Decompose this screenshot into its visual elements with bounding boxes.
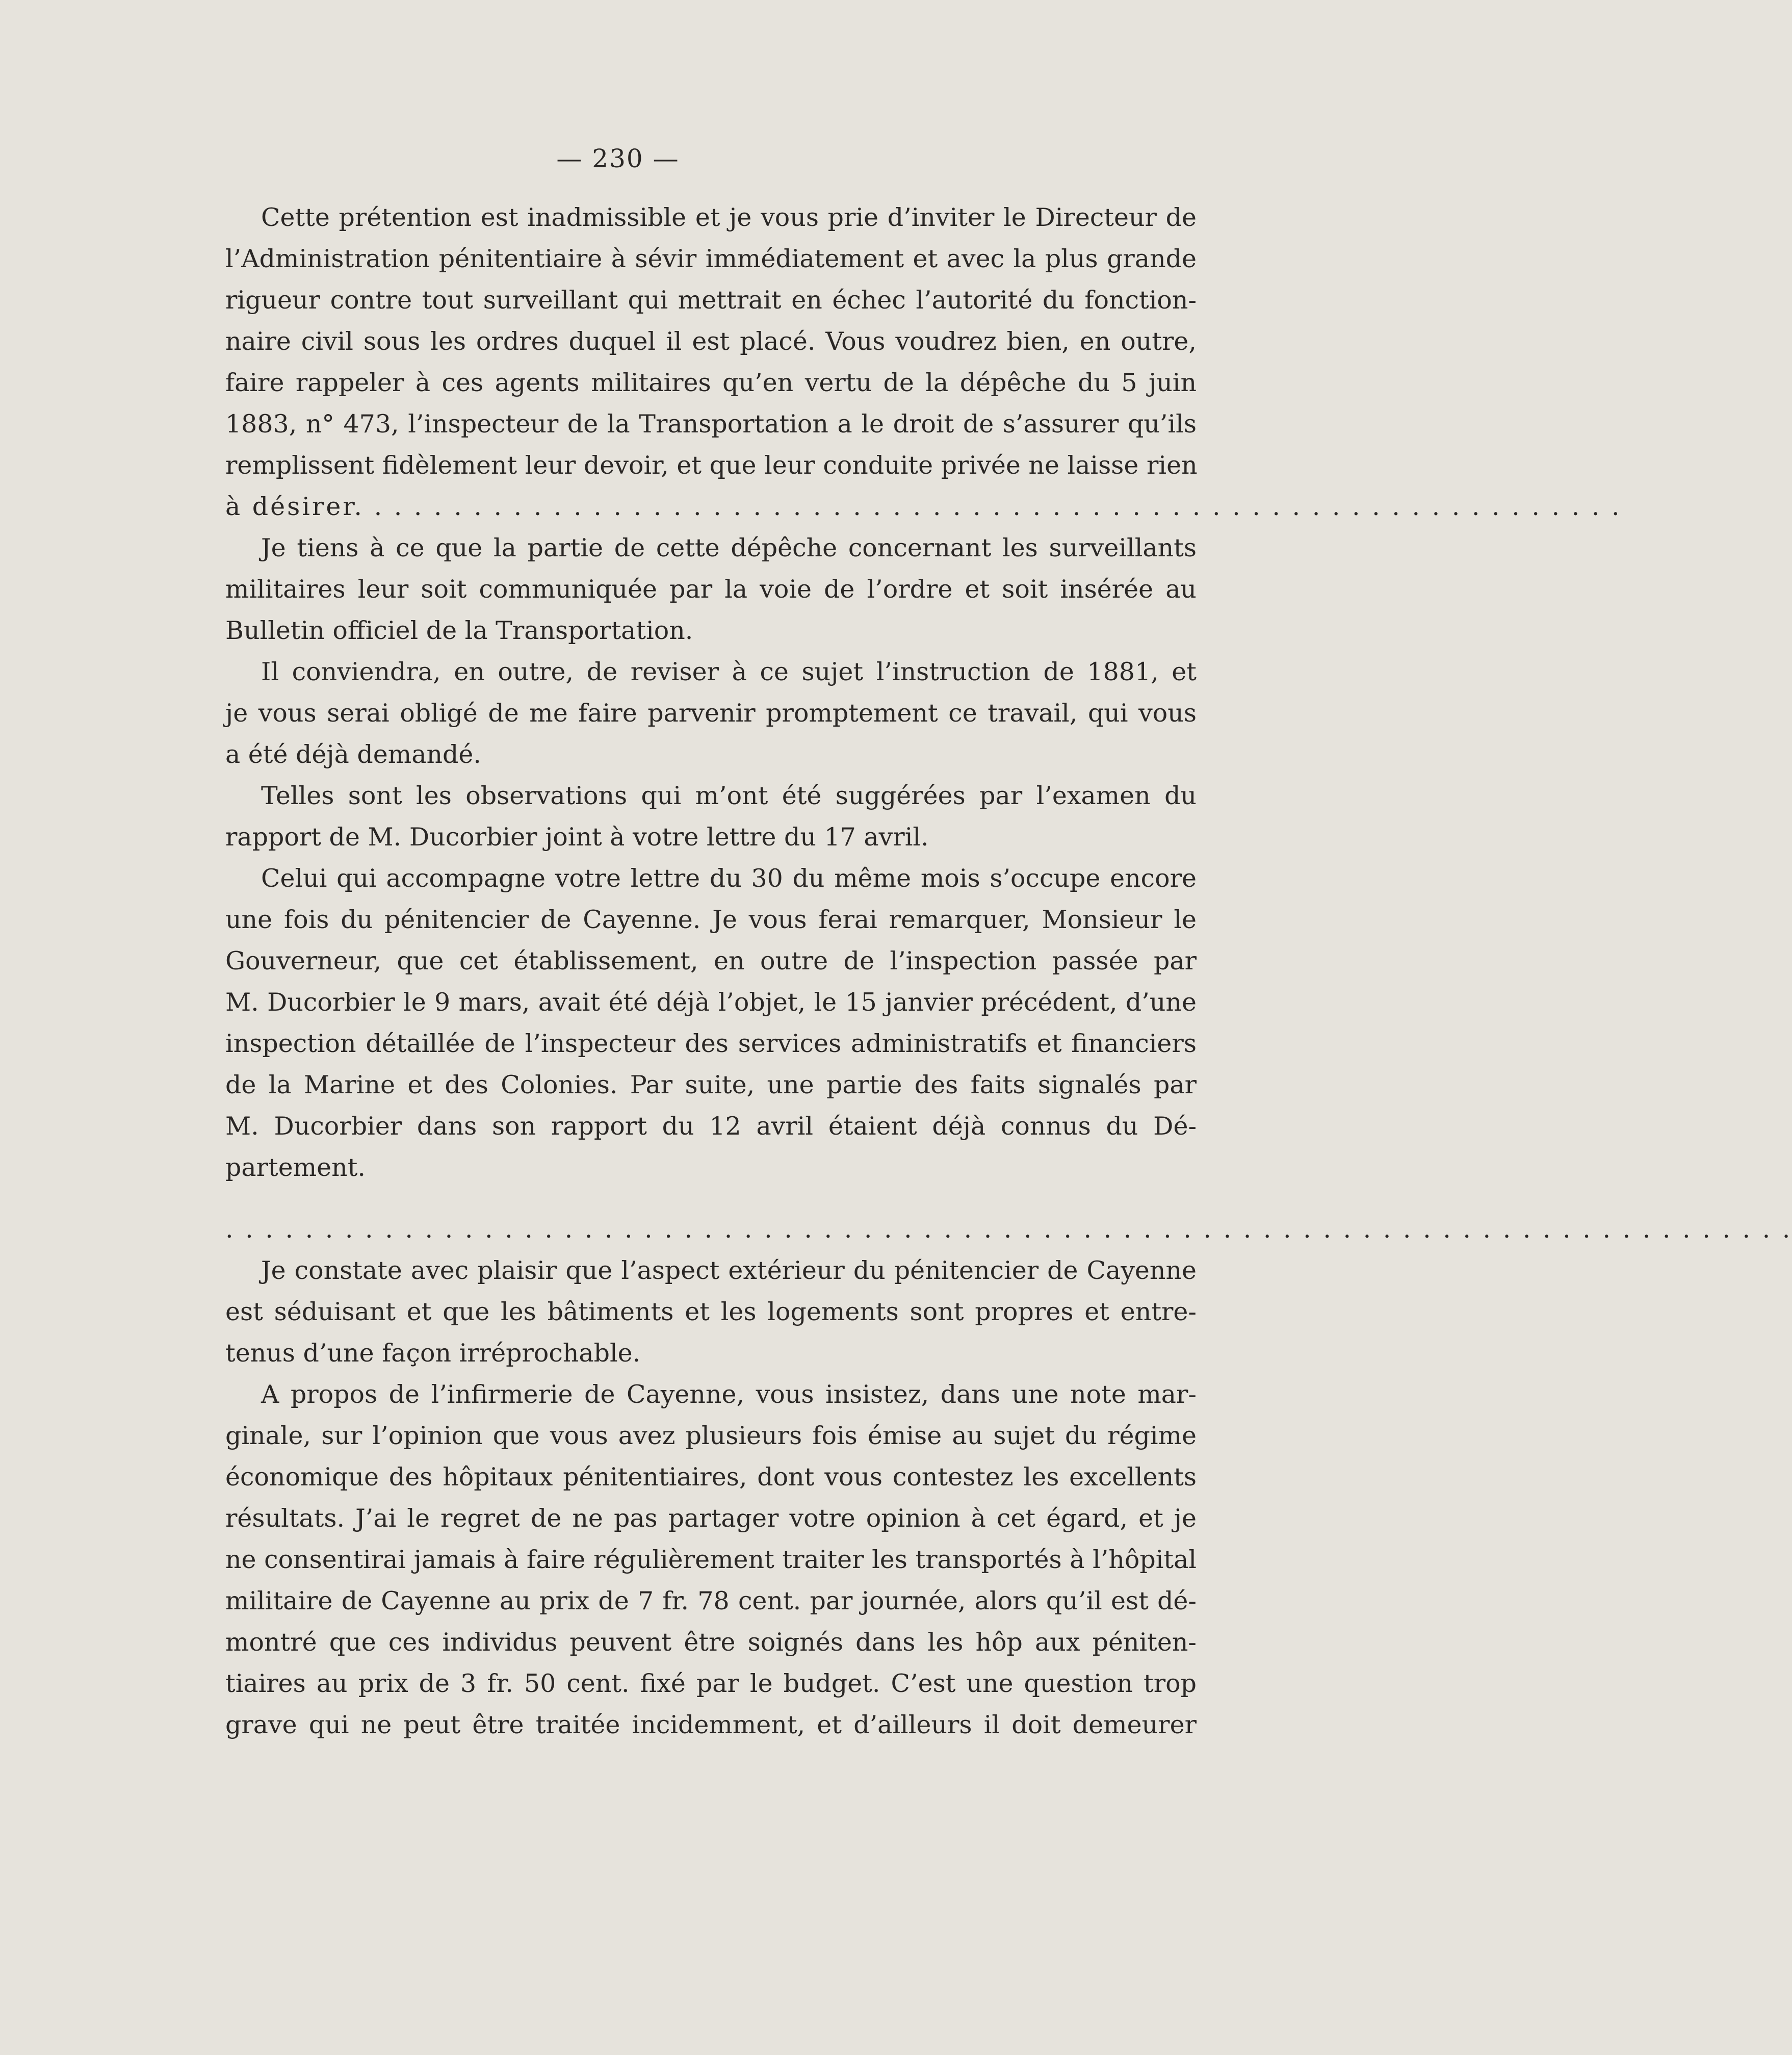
- text-line: une fois du pénitencier de Cayenne. Je vous ferai remarquer, Monsieur le: [225, 905, 1197, 934]
- text-line: est séduisant et que les bâtiments et les logements sont propres et entre-: [225, 1297, 1197, 1326]
- text-line: Je constate avec plaisir que l’aspect extérieur du pénitencier de Cayenne: [261, 1256, 1197, 1285]
- text-line: remplissent fidèlement leur devoir, et que leur conduite privée ne laisse rien: [225, 451, 1198, 480]
- text-line: Cette prétention est inadmissible et je vous prie d’inviter le Directeur de: [261, 203, 1197, 232]
- text-line: inspection détaillée de l’inspecteur des services administratifs et financiers: [225, 1029, 1197, 1058]
- text-line: naire civil sous les ordres duquel il est placé. Vous voudrez bien, en outre,: [225, 327, 1197, 356]
- text-line: ginale, sur l’opinion que vous avez plusieurs fois émise au sujet du régime: [225, 1421, 1197, 1450]
- text-line: grave qui ne peut être traitée incidemment, et d’ailleurs il doit demeurer: [225, 1710, 1197, 1739]
- text-line: militaires leur soit communiquée par la voie de l’ordre et soit insérée au: [225, 575, 1197, 604]
- text-line: montré que ces individus peuvent être soignés dans les hôp aux péniten-: [225, 1628, 1197, 1657]
- text-line: a été déjà demandé.: [225, 740, 481, 769]
- text-line: Il conviendra, en outre, de reviser à ce sujet l’instruction de 1881, et: [261, 657, 1197, 686]
- text-line: A propos de l’infirmerie de Cayenne, vous insistez, dans une note mar-: [261, 1380, 1197, 1409]
- text-line: tiaires au prix de 3 fr. 50 cent. fixé par le budget. C’est une question trop: [225, 1669, 1197, 1698]
- text-line: faire rappeler à ces agents militaires qu’en vertu de la dépêche du 5 juin: [225, 368, 1197, 397]
- text-line: de la Marine et des Colonies. Par suite, une partie des faits signalés par: [225, 1070, 1197, 1099]
- text-line: 1883, n° 473, l’inspecteur de la Transportation a le droit de s’assurer qu’ils: [225, 409, 1197, 439]
- text-line: militaire de Cayenne au prix de 7 fr. 78 cent. par journée, alors qu’il est dé-: [225, 1586, 1197, 1615]
- text-line: tenus d’une façon irréprochable.: [225, 1339, 641, 1368]
- text-line: Gouverneur, que cet établissement, en outre de l’inspection passée par: [225, 946, 1197, 975]
- text-line: résultats. J’ai le regret de ne pas partager votre opinion à cet égard, et je: [225, 1504, 1197, 1533]
- dotted-leader-line: . . . . . . . . . . . . . . . . . . . . . . . . . . . . . . . . . . . . . . . . . . . . . . . . . . . . . . . . . . . . . . . . . . . . . . . . . . . . . . .: [225, 1215, 1792, 1244]
- text-line: Je tiens à ce que la partie de cette dépêche concernant les surveillants: [261, 533, 1197, 562]
- text-line: M. Ducorbier dans son rapport du 12 avril étaient déjà connus du Dé-: [225, 1112, 1197, 1141]
- text-line: ne consentirai jamais à faire régulièrement traiter les transportés à l’hôpital: [225, 1545, 1197, 1574]
- dotted-leader-line: à désirer. . . . . . . . . . . . . . . . . . . . . . . . . . . . . . . . . . . . . . . . . . . . . . . . . . . . . . . . . . . . . . . .: [225, 492, 1622, 521]
- text-line: rapport de M. Ducorbier joint à votre lettre du 17 avril.: [225, 823, 929, 852]
- text-line: partement.: [225, 1153, 366, 1182]
- text-line: je vous serai obligé de me faire parvenir promptement ce travail, qui vous: [225, 699, 1197, 728]
- body-text: [225, 197, 1792, 1745]
- text-line: Telles sont les observations qui m’ont été suggérées par l’examen du: [261, 781, 1197, 810]
- text-line: Celui qui accompagne votre lettre du 30 du même mois s’occupe encore: [261, 864, 1197, 893]
- text-line: rigueur contre tout surveillant qui mettrait en échec l’autorité du fonction-: [225, 286, 1197, 315]
- page-number: — 230 —: [556, 144, 680, 173]
- text-line: l’Administration pénitentiaire à sévir immédiatement et avec la plus grande: [225, 244, 1197, 273]
- text-line: Bulletin officiel de la Transportation.: [225, 616, 693, 645]
- section-gap: [225, 1188, 1197, 1209]
- text-line: M. Ducorbier le 9 mars, avait été déjà l’objet, le 15 janvier précédent, d’une: [225, 988, 1197, 1017]
- text-line: économique des hôpitaux pénitentiaires, dont vous contestez les excellents: [225, 1462, 1197, 1492]
